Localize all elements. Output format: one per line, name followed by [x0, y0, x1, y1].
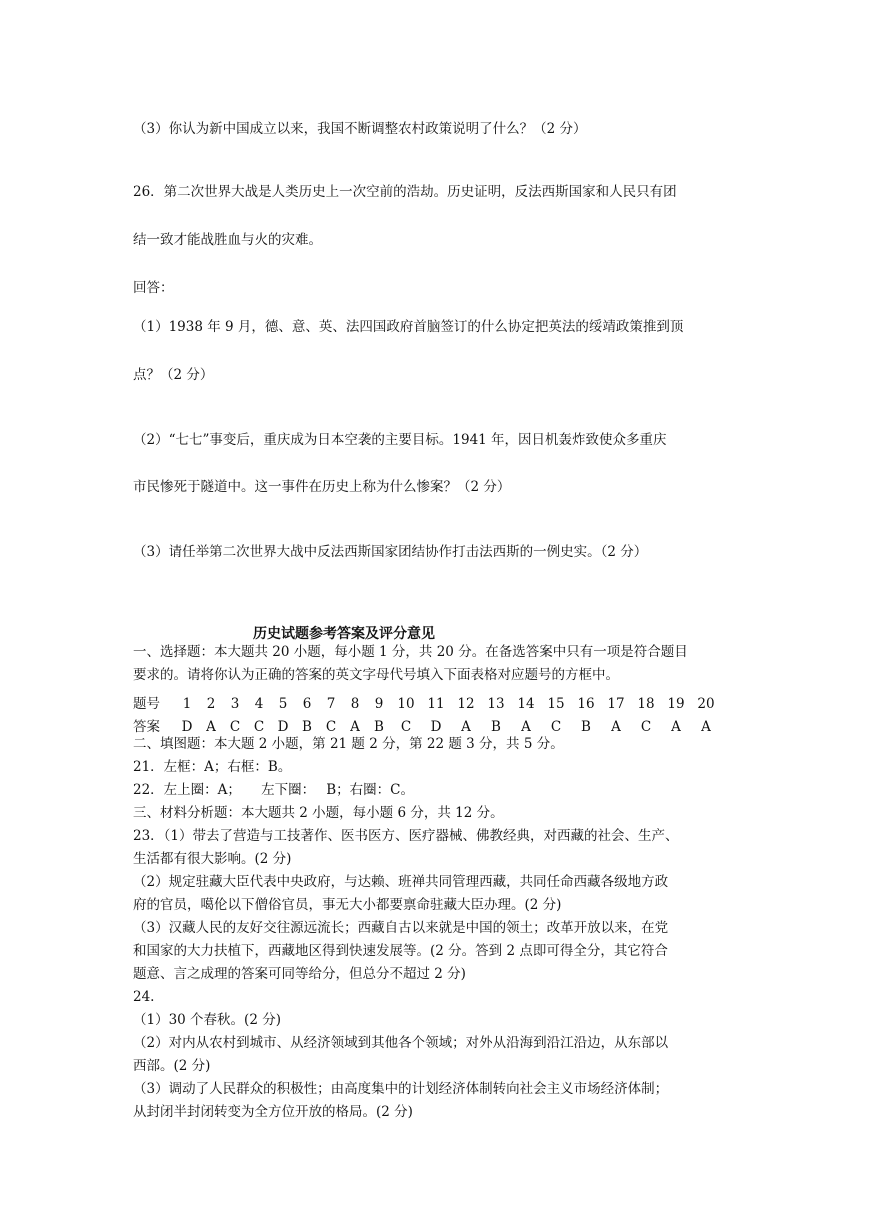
answer-23-3-line2: 和国家的大力扶植下，西藏地区得到快速发展等。(2 分。答到 2 点即可得全分，其它符合 [133, 943, 668, 959]
table-number-cell: 16 [577, 696, 595, 712]
question-26-2-line2: 市民惨死于隧道中。这一事件在历史上称为什么惨案？（2 分） [133, 479, 511, 495]
answer-24-2-line1: （2）对内从农村到城市、从经济领域到其他各个领域；对外从沿海到沿江沿边，从东部以 [133, 1035, 669, 1051]
answer-22: 22．左上圈：A； 左下圈： B；右圈：C。 [133, 782, 414, 798]
table-answer-cell: D [277, 719, 289, 735]
table-answer-cell: D [181, 719, 193, 735]
table-answer-label: 答案 [133, 719, 160, 735]
table-answer-cell: A [521, 719, 531, 735]
section-1-line1: 一、选择题：本大题共 20 小题，每小题 1 分，共 20 分。在备选答案中只有一项是符合题目 [133, 644, 688, 660]
table-answer-cell: C [253, 719, 265, 735]
table-number-cell: 18 [637, 696, 655, 712]
answers-title: 历史试题参考答案及评分意见 [253, 626, 435, 642]
question-25-3: （3）你认为新中国成立以来，我国不断调整农村政策说明了什么？（2 分） [133, 121, 587, 137]
table-number-cell: 3 [230, 696, 240, 712]
table-number-cell: 15 [547, 696, 565, 712]
table-number-label: 题号 [133, 696, 160, 712]
answer-24-3-line1: （3）调动了人民群众的积极性；由高度集中的计划经济体制转向社会主义市场经济体制； [133, 1081, 669, 1097]
answer-21: 21．左框：A；右框：B。 [133, 759, 292, 775]
table-number-cell: 8 [350, 696, 360, 712]
table-answer-cell: A [206, 719, 216, 735]
table-number-cell: 5 [278, 696, 288, 712]
answer-table-numbers-row [133, 692, 721, 712]
question-26-intro-line2: 结一致才能战胜血与火的灾难。 [133, 232, 322, 248]
table-answer-cell: A [461, 719, 471, 735]
table-number-cell: 12 [457, 696, 475, 712]
table-answer-cell: C [325, 719, 337, 735]
table-answer-cell: A [701, 719, 711, 735]
table-answer-cell: B [374, 719, 384, 735]
answer-23-3-line3: 题意、言之成理的答案可同等给分，但总分不超过 2 分) [133, 966, 466, 982]
answer-24-3-line2: 从封闭半封闭转变为全方位开放的格局。(2 分) [133, 1104, 413, 1120]
table-number-cell: 20 [697, 696, 715, 712]
question-26-answer-label: 回答： [133, 280, 174, 296]
table-number-cell: 9 [374, 696, 384, 712]
answer-23-1-line2: 生活都有很大影响。(2 分) [133, 851, 292, 867]
answer-23-3-line1: （3）汉藏人民的友好交往源远流长；西藏自古以来就是中国的领土；改革开放以来，在党 [133, 920, 669, 936]
table-number-cell: 10 [397, 696, 415, 712]
table-number-cell: 7 [326, 696, 336, 712]
question-26-intro-line1: 26．第二次世界大战是人类历史上一次空前的浩劫。历史证明，反法西斯国家和人民只有团 [133, 184, 677, 200]
section-2: 二、填图题：本大题 2 小题，第 21 题 2 分，第 22 题 3 分，共 5 分。 [133, 736, 564, 752]
table-number-cell: 17 [607, 696, 625, 712]
table-number-cell: 4 [254, 696, 264, 712]
table-answer-cell: A [350, 719, 360, 735]
table-answer-cell: B [581, 719, 591, 735]
section-1-line2: 要求的。请将你认为正确的答案的英文字母代号填入下面表格对应题号的方框中。 [133, 667, 619, 683]
table-number-cell: 1 [182, 696, 192, 712]
answer-24-2-line2: 西部。(2 分) [133, 1058, 211, 1074]
table-answer-cell: B [491, 719, 501, 735]
table-answer-cell: C [400, 719, 412, 735]
table-number-cell: 14 [517, 696, 535, 712]
question-26-2-line1: （2）“七七”事变后，重庆成为日本空袭的主要目标。1941 年，因日机轰炸致使众多重庆 [133, 432, 667, 448]
answer-24-label: 24. [133, 989, 155, 1005]
table-number-cell: 11 [427, 696, 445, 712]
answer-23-1-line1: 23．（1）带去了营造与工技著作、医书医方、医疗器械、佛教经典，对西藏的社会、生产、 [133, 828, 679, 844]
answer-23-2-line2: 府的官员，噶伦以下僧俗官员，事无大小都要禀命驻藏大臣办理。(2 分) [133, 897, 562, 913]
table-answer-cell: A [611, 719, 621, 735]
table-number-cell: 19 [667, 696, 685, 712]
table-answer-cell: C [550, 719, 562, 735]
question-26-1-line2: 点？（2 分） [133, 367, 214, 383]
table-number-cell: 13 [487, 696, 505, 712]
answer-24-1: （1）30 个春秋。(2 分) [133, 1012, 281, 1028]
table-number-cell: 2 [206, 696, 216, 712]
answer-23-2-line1: （2）规定驻藏大臣代表中央政府，与达赖、班禅共同管理西藏，共同任命西藏各级地方政 [133, 874, 669, 890]
table-answer-cell: A [671, 719, 681, 735]
table-answer-cell: C [229, 719, 241, 735]
question-26-1-line1: （1）1938 年 9 月，德、意、英、法四国政府首脑签订的什么协定把英法的绥靖政策推到顶 [133, 319, 684, 335]
answer-table-answers-row [133, 715, 721, 735]
table-number-cell: 6 [302, 696, 312, 712]
table-answer-cell: D [430, 719, 442, 735]
table-answer-cell: B [302, 719, 312, 735]
table-answer-cell: C [640, 719, 652, 735]
question-26-3: （3）请任举第二次世界大战中反法西斯国家团结协作打击法西斯的一例史实。（2 分） [133, 544, 648, 560]
section-3: 三、材料分析题：本大题共 2 小题，每小题 6 分，共 12 分。 [133, 805, 504, 821]
